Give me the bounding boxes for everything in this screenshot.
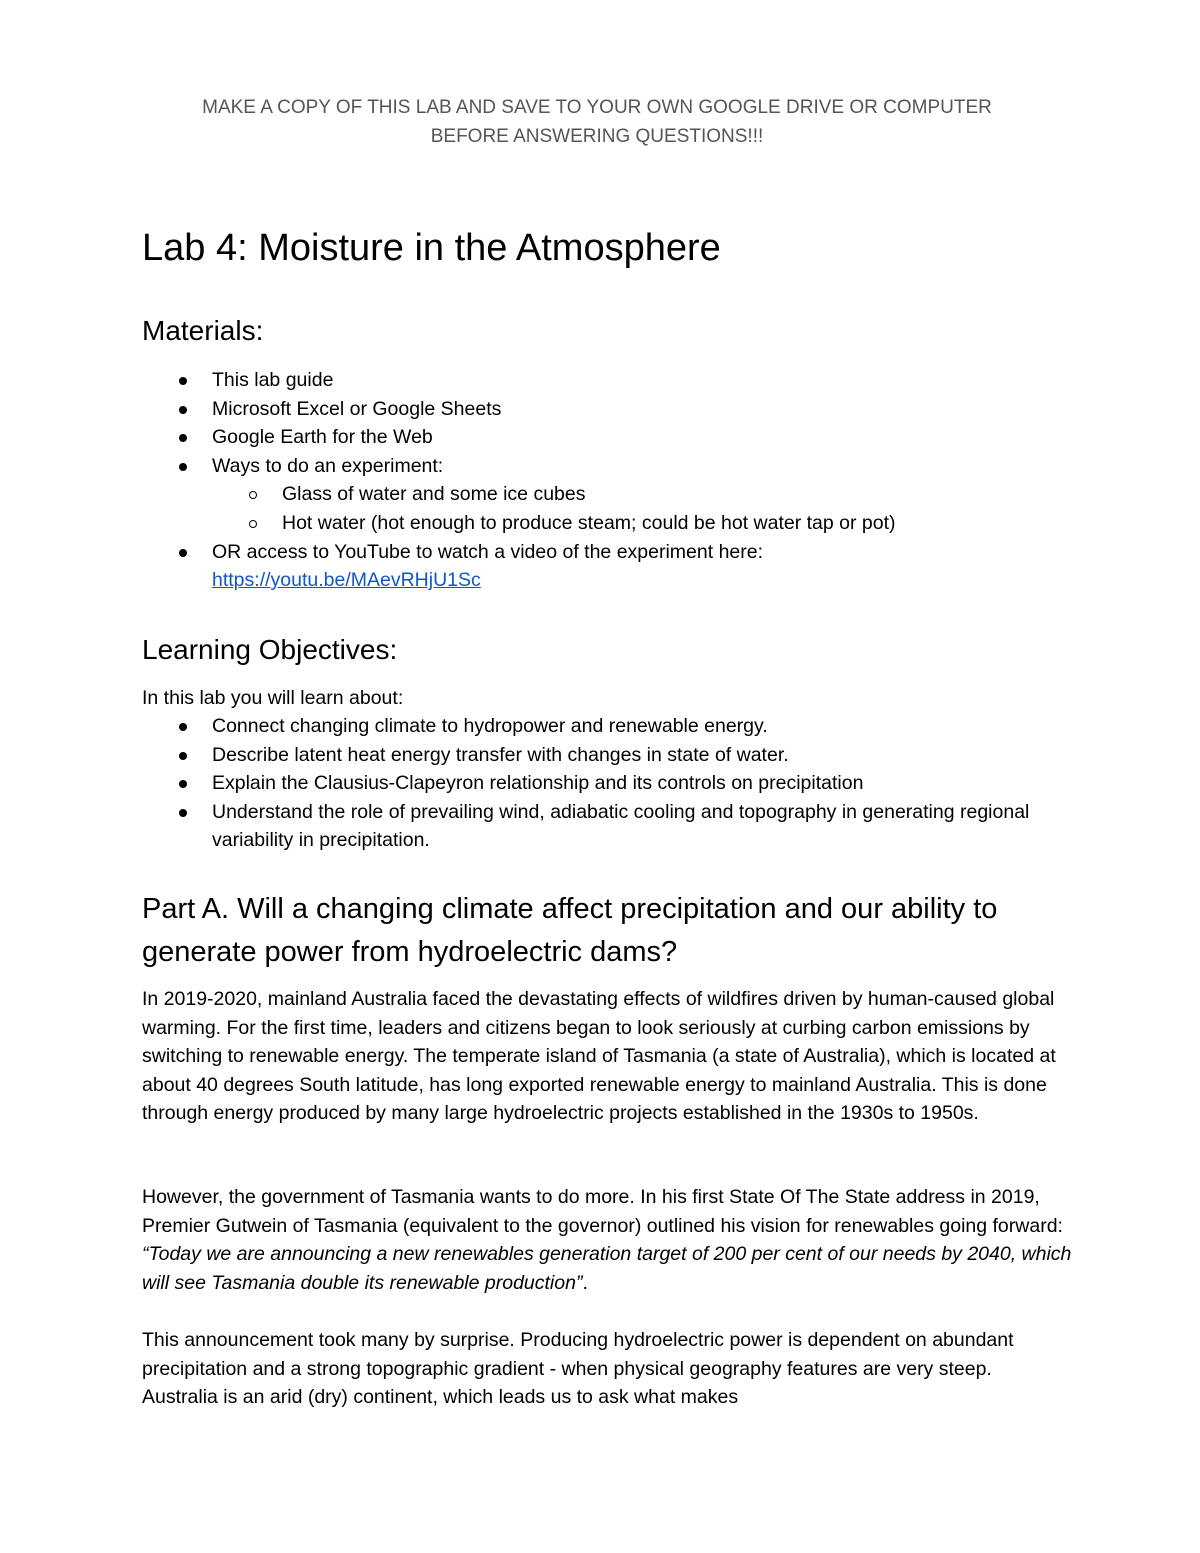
paragraph-wildfires: In 2019-2020, mainland Australia faced the devastating effects of wildfires driven by human-caused global warming. For the first time, leaders and citizens began to look seriously at curbing carbon emissions by switching to renewable energy. The temperate island of Tasmania (a state of Australia), which is located at about 40 degrees South latitude, has long exported renewable energy to mainland Australia. This is done through energy produced by many large hydroelectric projects established in the 1930s to 1950s. xyxy=(142,988,1056,1125)
objectives-intro: In this lab you will learn about: xyxy=(142,687,404,709)
copy-instructions-banner xyxy=(142,93,1052,151)
list-item: Google Earth for the Web xyxy=(142,423,1062,452)
bullet-icon xyxy=(179,377,187,385)
part-a-heading: Part A. Will a changing climate affect precipitation and our ability to generate power from hydroelectric dams? xyxy=(142,893,998,968)
bullet-icon xyxy=(179,463,187,471)
materials-list xyxy=(142,366,1062,595)
paragraph-announcement: This announcement took many by surprise. Producing hydroelectric power is dependent on abundant precipitation and a strong topographic gradient - when physical geography features are very steep. Australia is an arid (dry) continent, which leads us to ask what makes xyxy=(142,1329,1014,1409)
experiment-sub-list xyxy=(212,480,1062,537)
bullet-icon xyxy=(179,723,187,731)
sub-list-item: Hot water (hot enough to produce steam; could be hot water tap or pot) xyxy=(212,509,1062,538)
list-item: Describe latent heat energy transfer with changes in state of water. xyxy=(142,741,1062,770)
objectives-list xyxy=(142,712,1062,855)
bullet-icon xyxy=(179,549,187,557)
banner-line-1: MAKE A COPY OF THIS LAB AND SAVE TO YOUR OWN GOOGLE DRIVE OR COMPUTER xyxy=(202,97,992,118)
bullet-icon xyxy=(179,434,187,442)
hollow-bullet-icon xyxy=(249,491,257,499)
bullet-icon xyxy=(179,809,187,817)
paragraph-government: However, the government of Tasmania wants to do more. In his first State Of The State address in 2019, Premier Gutwein of Tasmania (equivalent to the governor) outlined his vision for renewables going forward: “Today we are announcing a new renewables generation target of 200 per cent of our needs by 2040, which will see Tasmania double its renewable production”. xyxy=(142,1186,1072,1294)
list-item: Microsoft Excel or Google Sheets xyxy=(142,395,1062,424)
list-item: Understand the role of prevailing wind, adiabatic cooling and topography in generating regional variability in precipitation. xyxy=(142,798,1062,855)
bullet-icon xyxy=(179,406,187,414)
list-item: Connect changing climate to hydropower and renewable energy. xyxy=(142,712,1062,741)
list-item: Ways to do an experiment: Glass of water and some ice cubes Hot water (hot enough to produce steam; could be hot water tap or pot) xyxy=(142,452,1062,538)
bullet-icon xyxy=(179,752,187,760)
hollow-bullet-icon xyxy=(249,520,257,528)
list-item: This lab guide xyxy=(142,366,1062,395)
banner-line-2: BEFORE ANSWERING QUESTIONS!!! xyxy=(430,126,764,147)
premier-quote: “Today we are announcing a new renewables generation target of 200 per cent of our needs by 2040, which will see Tasmania double its renewable production” xyxy=(142,1243,1072,1294)
document-title: Lab 4: Moisture in the Atmosphere xyxy=(142,227,721,269)
list-item: OR access to YouTube to watch a video of the experiment here: https://youtu.be/MAevRHjU1Sc xyxy=(142,538,1062,595)
learning-objectives-heading: Learning Objectives: xyxy=(142,634,398,665)
materials-heading: Materials: xyxy=(142,315,264,346)
bullet-icon xyxy=(179,780,187,788)
list-item: Explain the Clausius-Clapeyron relationship and its controls on precipitation xyxy=(142,769,1062,798)
sub-list-item: Glass of water and some ice cubes xyxy=(212,480,1062,509)
youtube-video-link[interactable]: https://youtu.be/MAevRHjU1Sc xyxy=(212,569,481,592)
